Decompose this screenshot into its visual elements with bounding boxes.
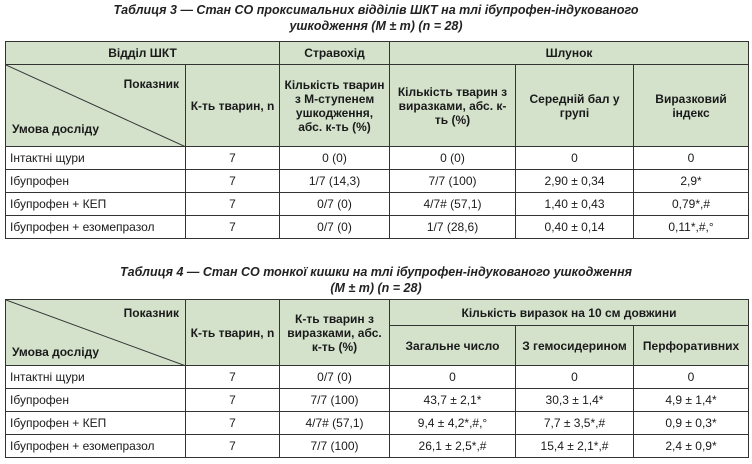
table-row [6,147,749,170]
ulcers-cell: 1/7 (28,6) [390,216,516,239]
table3 [5,41,749,239]
table4-col-total: Загальне число [390,326,516,366]
count-cell: 7 [186,170,280,193]
table-row [6,170,749,193]
table3-caption-line1: Таблиця 3 — Стан СО проксимальних відділів ШКТ на тлі ібупрофен-індукованого [113,3,639,17]
condition-cell: Ібупрофен + езомепразол [6,216,186,239]
table4-caption-line1: Таблиця 4 — Стан СО тонкої кишки на тлі ібупрофен-індукованого ушкодження [120,265,632,279]
perf-cell: 2,4 ± 0,9* [634,435,749,458]
hemo-cell: 30,3 ± 1,4* [516,389,634,412]
ulcers-cell: 4/7# (57,1) [280,412,390,435]
table4-col-hemo: З гемосидерином [516,326,634,366]
condition-cell: Ібупрофен + езомепразол [6,435,186,458]
count-cell: 7 [186,389,280,412]
table4-corner-top: Показник [123,306,179,320]
ulcers-cell: 4/7# (57,1) [390,193,516,216]
table4-caption-line2: (M ± m) (n = 28) [330,281,422,295]
ulcers-cell: 0 (0) [390,147,516,170]
ulcers-cell: 7/7 (100) [390,170,516,193]
table3-col-score: Середній бал у групі [516,65,634,147]
hemo-cell: 7,7 ± 3,5*,# [516,412,634,435]
hemo-cell: 15,4 ± 2,1*,# [516,435,634,458]
perf-cell: 0 [634,366,749,389]
table3-caption-line2: ушкодження (M ± m) (n = 28) [289,19,463,33]
total-cell: 26,1 ± 2,5*,# [390,435,516,458]
table4-col-ulcers: К-ть тварин з виразками, абс. к-ть (%) [280,300,390,366]
perf-cell: 4,9 ± 1,4* [634,389,749,412]
table4 [5,299,749,458]
table4-corner-cell [6,300,186,366]
score-cell: 1,40 ± 0,43 [516,193,634,216]
table3-col-count: К-ть тварин, n [186,65,280,147]
ulcers-cell: 0/7 (0) [280,366,390,389]
count-cell: 7 [186,193,280,216]
table-row [6,216,749,239]
condition-cell: Ібупрофен [6,389,186,412]
ulcers-cell: 7/7 (100) [280,389,390,412]
hemo-cell: 0 [516,366,634,389]
table4-col-count: К-ть тварин, n [186,300,280,366]
table3-corner-cell [6,65,186,147]
score-cell: 0 [516,147,634,170]
esophagus-cell: 1/7 (14,3) [280,170,390,193]
table-row [6,435,749,458]
total-cell: 0 [390,366,516,389]
table3-col-esophagus: Кількість тварин з М-ступенем ушкодження, абс. к-ть (%) [280,65,390,147]
condition-cell: Інтактні щури [6,147,186,170]
table3-caption [0,2,752,34]
esophagus-cell: 0/7 (0) [280,216,390,239]
condition-cell: Інтактні щури [6,366,186,389]
table3-col-ulcers: Кількість тварин з виразками, абс. к-ть (%) [390,65,516,147]
index-cell: 0,11*,#,° [634,216,749,239]
table4-caption [0,264,752,296]
index-cell: 0,79*,# [634,193,749,216]
table4-col-perf: Перфоративних [634,326,749,366]
index-cell: 0 [634,147,749,170]
table4-group-header: Кількість виразок на 10 см довжини [390,300,749,326]
esophagus-cell: 0 (0) [280,147,390,170]
count-cell: 7 [186,216,280,239]
table3-esophagus-header: Стравохід [280,42,390,65]
table-row [6,366,749,389]
table3-corner-top: Показник [123,77,179,91]
count-cell: 7 [186,435,280,458]
score-cell: 0,40 ± 0,14 [516,216,634,239]
table3-stomach-header: Шлунок [390,42,749,65]
condition-cell: Ібупрофен + КЕП [6,412,186,435]
perf-cell: 0,9 ± 0,3* [634,412,749,435]
count-cell: 7 [186,147,280,170]
index-cell: 2,9* [634,170,749,193]
total-cell: 9,4 ± 4,2*,#,° [390,412,516,435]
table-row [6,193,749,216]
count-cell: 7 [186,412,280,435]
ulcers-cell: 7/7 (100) [280,435,390,458]
score-cell: 2,90 ± 0,34 [516,170,634,193]
condition-cell: Ібупрофен + КЕП [6,193,186,216]
table-row [6,389,749,412]
condition-cell: Ібупрофен [6,170,186,193]
table4-corner-bottom: Умова досліду [12,345,99,359]
table3-corner-bottom: Умова досліду [12,122,99,136]
table-row [6,412,749,435]
table3-group-header: Відділ ШКТ [6,42,280,65]
esophagus-cell: 0/7 (0) [280,193,390,216]
total-cell: 43,7 ± 2,1* [390,389,516,412]
table3-col-index: Виразковий індекс [634,65,749,147]
count-cell: 7 [186,366,280,389]
